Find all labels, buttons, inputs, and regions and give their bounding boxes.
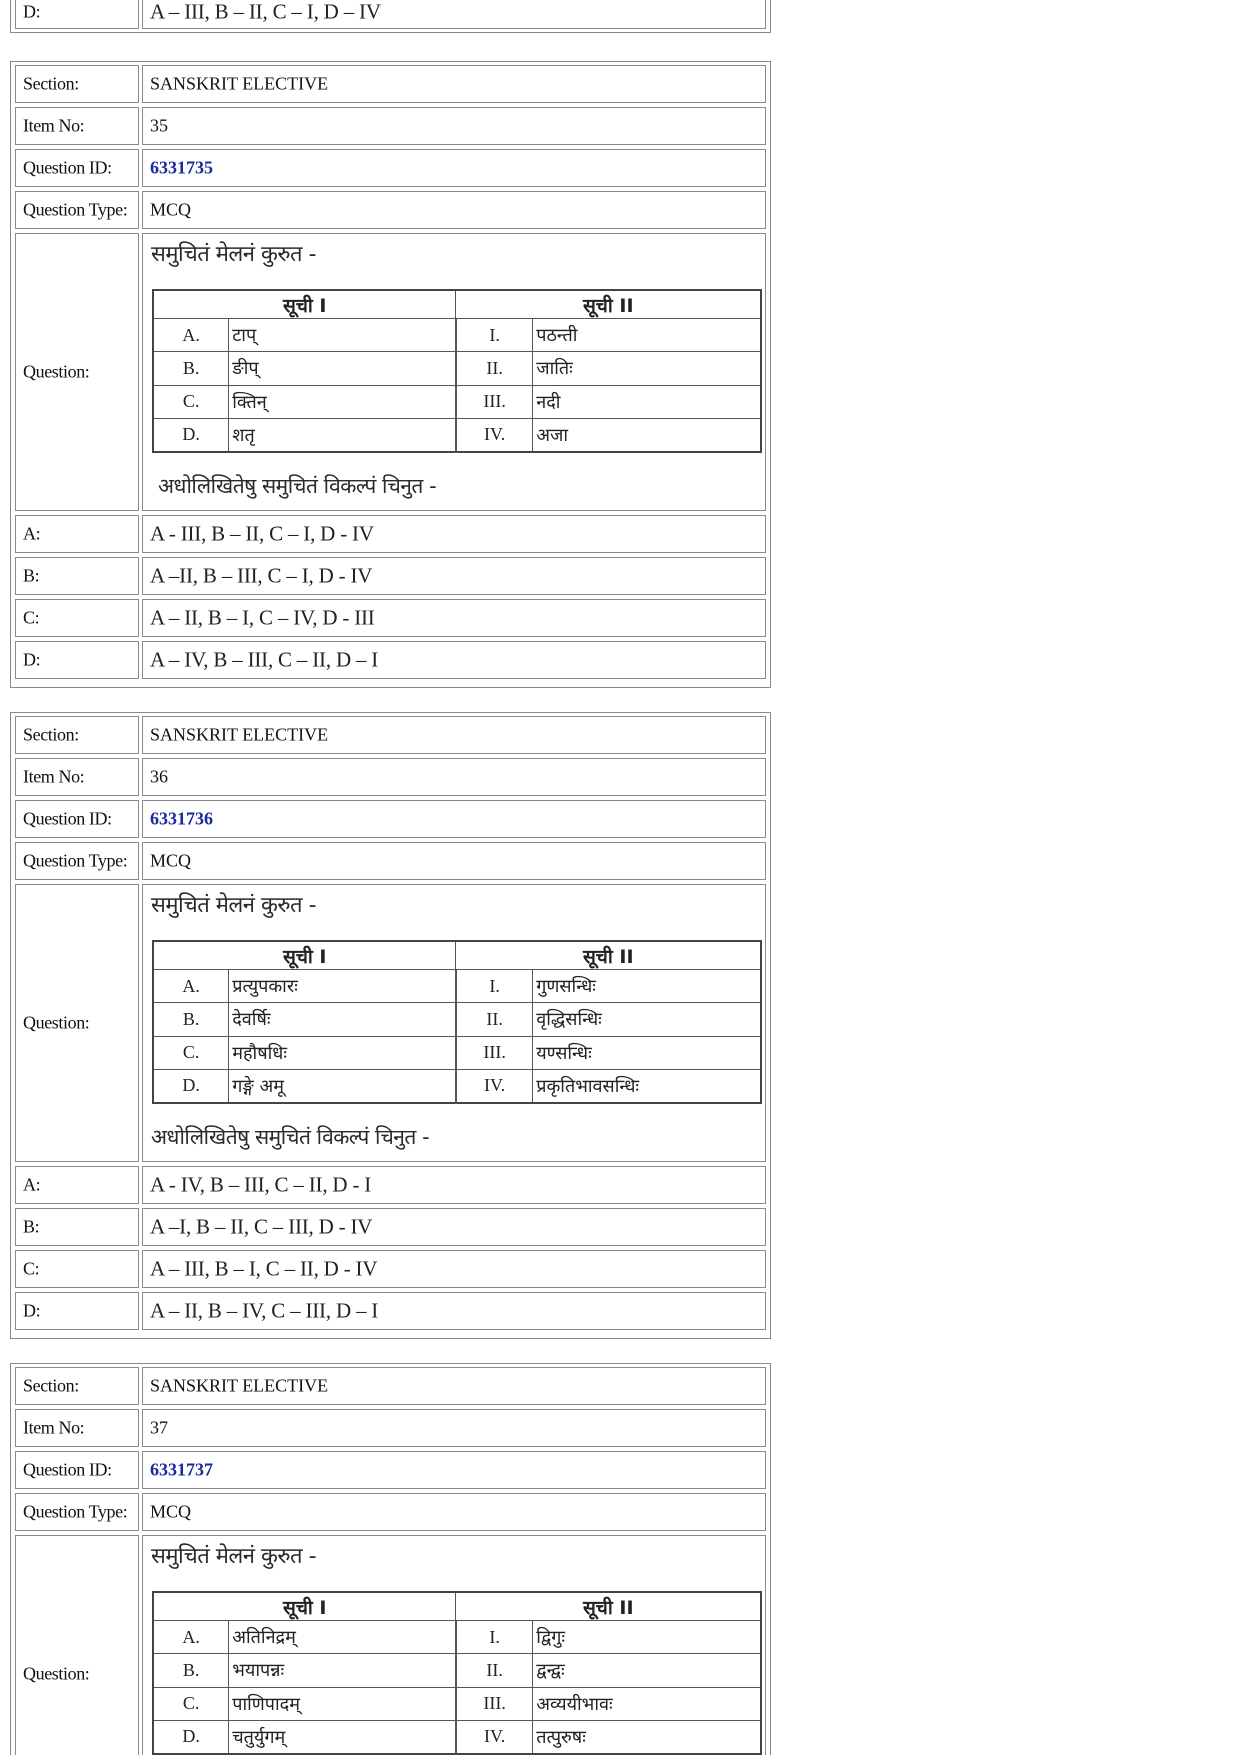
question-row	[11, 884, 770, 1162]
question-row	[11, 233, 770, 511]
question-type-row	[11, 191, 770, 229]
option-c-text: A – II, B – I, C – IV, D - III	[150, 605, 375, 630]
item-no-row	[11, 107, 770, 145]
list-2-header: सूची II	[456, 941, 761, 970]
match-row: D. गङ्गे अमू IV. प्रकृतिभावसन्धिः	[153, 1069, 761, 1103]
section-value: SANSKRIT ELECTIVE	[150, 73, 329, 94]
item-no-value: 35	[150, 115, 168, 136]
question-block-37	[10, 1363, 771, 1755]
option-row-a	[11, 1166, 770, 1204]
list-1-header: सूची I	[153, 1592, 456, 1621]
question-instruction: अधोलिखितेषु समुचितं विकल्पं चिनुत -	[151, 1125, 430, 1149]
question-id-value: 6331737	[150, 1459, 213, 1480]
option-row-c	[11, 1250, 770, 1288]
section-label: Section:	[23, 724, 79, 745]
match-table	[152, 289, 762, 453]
question-id-value: 6331735	[150, 157, 213, 178]
question-row	[11, 1535, 770, 1755]
option-row-d	[11, 1292, 770, 1330]
item-no-row	[11, 758, 770, 796]
question-type-value: MCQ	[150, 1501, 192, 1522]
question-type-label: Question Type:	[23, 199, 128, 220]
option-d-label: D:	[23, 649, 41, 670]
section-label: Section:	[23, 1375, 79, 1396]
option-a-text: A - III, B – II, C – I, D - IV	[150, 521, 374, 546]
option-row-c	[11, 599, 770, 637]
option-row-d	[11, 0, 770, 29]
section-label: Section:	[23, 73, 79, 94]
question-id-label: Question ID:	[23, 808, 112, 829]
option-b-label: B:	[23, 565, 40, 586]
option-c-label: C:	[23, 607, 40, 628]
option-b-text: A –II, B – III, C – I, D - IV	[150, 563, 373, 588]
item-no-value: 36	[150, 766, 168, 787]
question-id-row	[11, 1451, 770, 1489]
match-row: A. टाप् I. पठन्ती	[153, 319, 761, 352]
list-2-header: सूची II	[456, 1592, 761, 1621]
question-type-row	[11, 1493, 770, 1531]
question-prompt: समुचितं मेलनं कुरुत -	[151, 1544, 317, 1569]
match-row: C. क्तिन् III. नदी	[153, 385, 761, 418]
option-b-text: A –I, B – II, C – III, D - IV	[150, 1214, 373, 1239]
question-block-35	[10, 61, 771, 688]
question-prompt: समुचितं मेलनं कुरुत -	[151, 893, 317, 918]
match-row: D. चतुर्युगम् IV. तत्पुरुषः	[153, 1720, 761, 1754]
option-a-text: A - IV, B – III, C – II, D - I	[150, 1172, 372, 1197]
list-1-header: सूची I	[153, 290, 456, 319]
item-no-value: 37	[150, 1417, 168, 1438]
option-row-b	[11, 1208, 770, 1246]
match-row: A. अतिनिद्रम् I. द्विगुः	[153, 1621, 761, 1654]
option-d-text: A – IV, B – III, C – II, D – I	[150, 647, 379, 672]
section-row	[11, 716, 770, 754]
match-row: D. शतृ IV. अजा	[153, 418, 761, 452]
match-table	[152, 940, 762, 1104]
option-d-label: D:	[23, 1300, 41, 1321]
section-value: SANSKRIT ELECTIVE	[150, 1375, 329, 1396]
option-label: D:	[23, 1, 41, 22]
match-row: C. पाणिपादम् III. अव्ययीभावः	[153, 1687, 761, 1720]
question-block-partial	[10, 0, 771, 33]
option-text: A – III, B – II, C – I, D – IV	[150, 0, 381, 24]
question-type-row	[11, 842, 770, 880]
question-instruction: अधोलिखितेषु समुचितं विकल्पं चिनुत -	[158, 474, 437, 498]
option-d-text: A – II, B – IV, C – III, D – I	[150, 1298, 379, 1323]
option-a-label: A:	[23, 523, 41, 544]
section-value: SANSKRIT ELECTIVE	[150, 724, 329, 745]
match-row: B. ङीप् II. जातिः	[153, 352, 761, 385]
question-prompt: समुचितं मेलनं कुरुत -	[151, 242, 317, 267]
question-type-label: Question Type:	[23, 1501, 128, 1522]
question-id-row	[11, 149, 770, 187]
section-row	[11, 65, 770, 103]
option-row-b	[11, 557, 770, 595]
question-label: Question:	[23, 1012, 90, 1033]
item-no-label: Item No:	[23, 1417, 85, 1438]
question-label: Question:	[23, 361, 90, 382]
match-row: B. देवर्षिः II. वृद्धिसन्धिः	[153, 1003, 761, 1036]
section-row	[11, 1367, 770, 1405]
question-id-label: Question ID:	[23, 1459, 112, 1480]
question-type-label: Question Type:	[23, 850, 128, 871]
item-no-label: Item No:	[23, 115, 85, 136]
match-row: A. प्रत्युपकारः I. गुणसन्धिः	[153, 970, 761, 1003]
option-c-text: A – III, B – I, C – II, D - IV	[150, 1256, 378, 1281]
question-type-value: MCQ	[150, 199, 192, 220]
match-row: C. महौषधिः III. यण्सन्धिः	[153, 1036, 761, 1069]
option-a-label: A:	[23, 1174, 41, 1195]
match-row: B. भयापन्नः II. द्वन्द्वः	[153, 1654, 761, 1687]
list-1-header: सूची I	[153, 941, 456, 970]
list-2-header: सूची II	[456, 290, 761, 319]
question-id-label: Question ID:	[23, 157, 112, 178]
option-row-a	[11, 515, 770, 553]
question-type-value: MCQ	[150, 850, 192, 871]
question-id-row	[11, 800, 770, 838]
match-table	[152, 1591, 762, 1755]
item-no-row	[11, 1409, 770, 1447]
option-c-label: C:	[23, 1258, 40, 1279]
option-b-label: B:	[23, 1216, 40, 1237]
item-no-label: Item No:	[23, 766, 85, 787]
question-id-value: 6331736	[150, 808, 213, 829]
option-row-d	[11, 641, 770, 679]
question-label: Question:	[23, 1663, 90, 1684]
question-block-36	[10, 712, 771, 1339]
